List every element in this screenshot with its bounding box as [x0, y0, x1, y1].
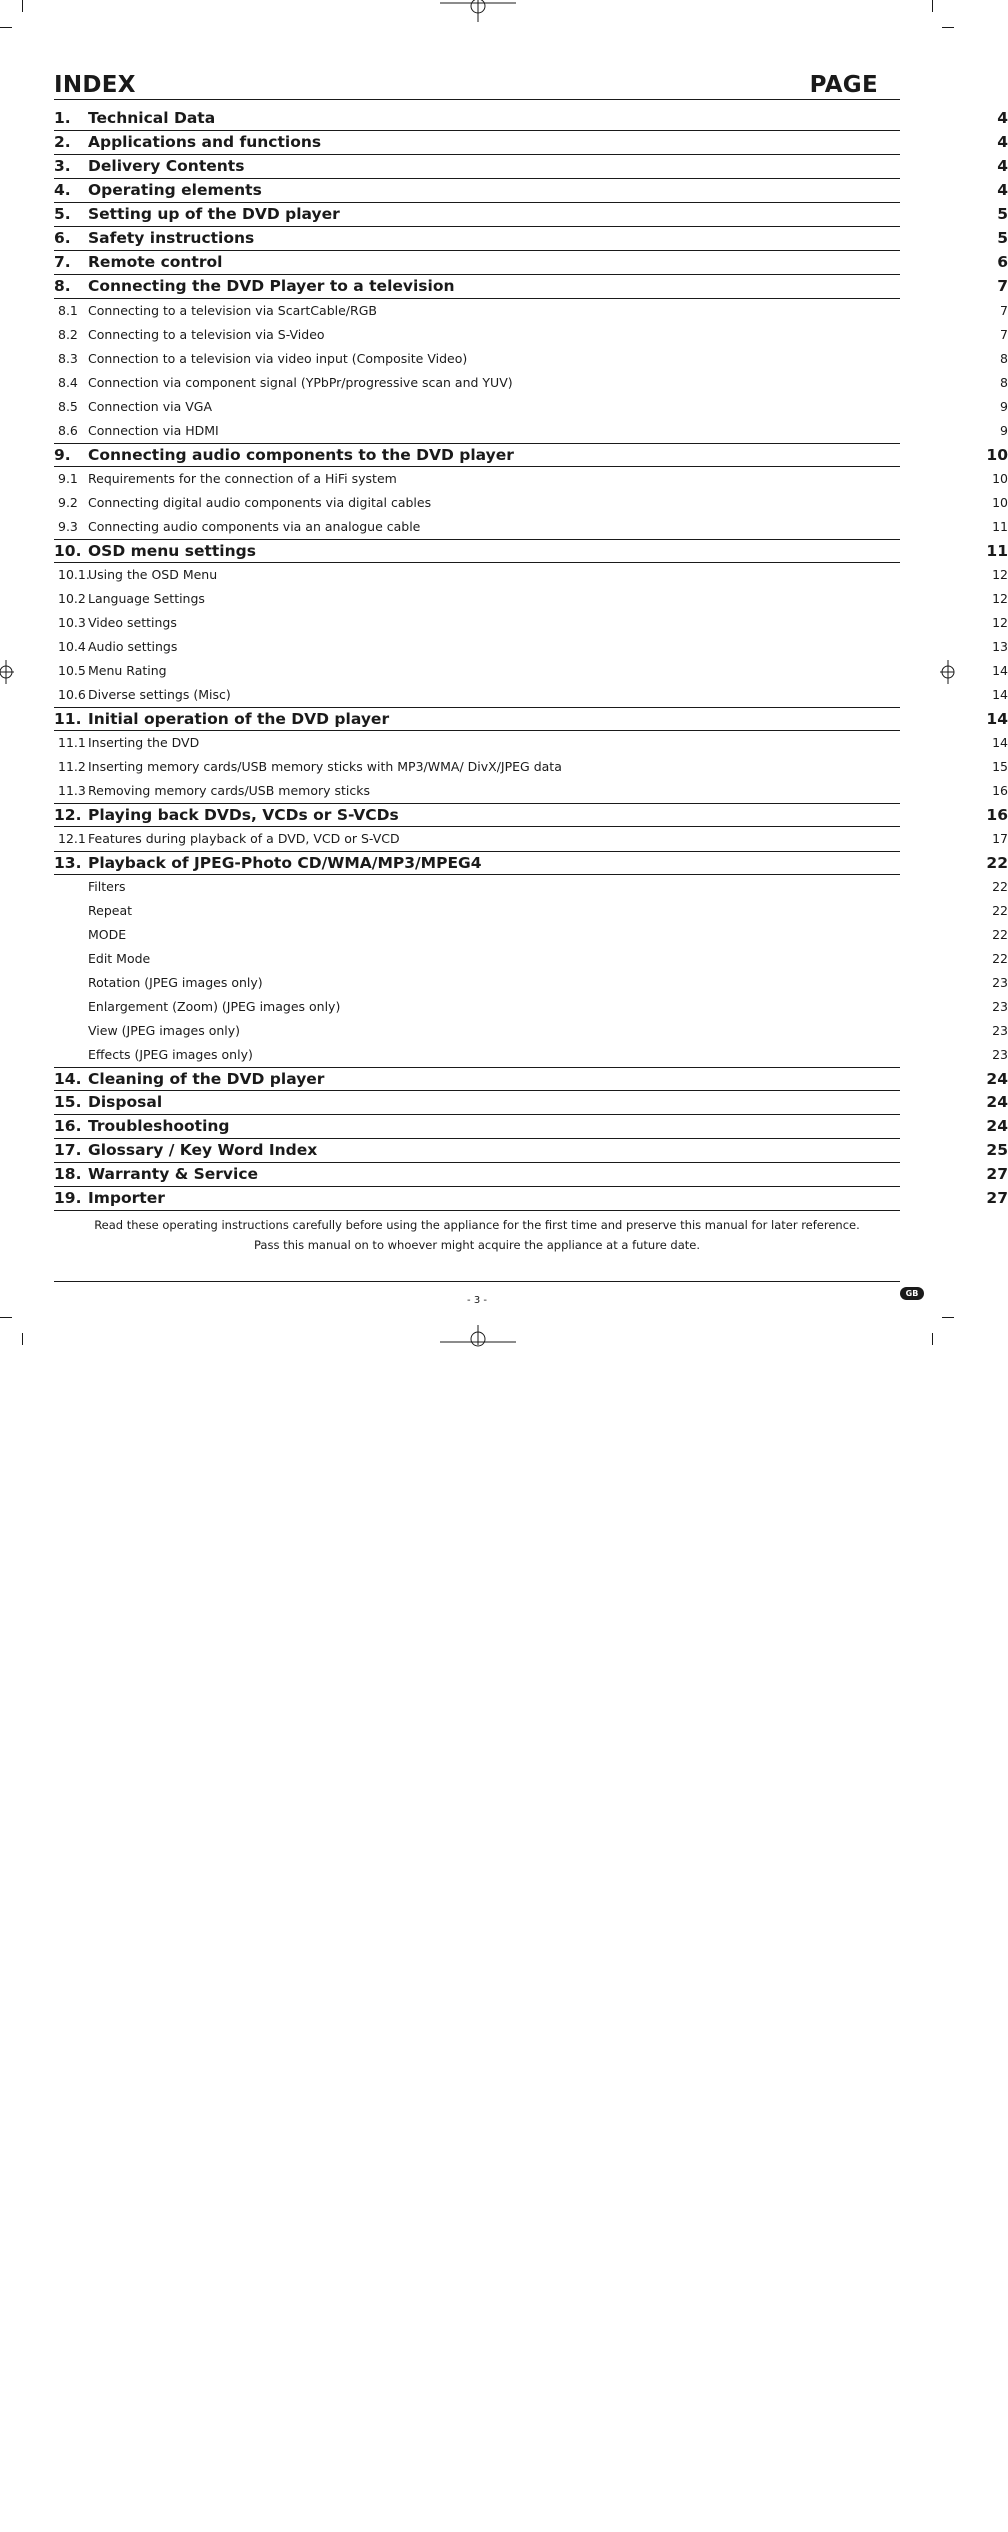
- toc-subsection-row: [54, 1043, 1008, 1067]
- toc-section-row: [54, 443, 1008, 467]
- toc-num: 11.2: [58, 759, 86, 774]
- toc-num: 10.: [54, 542, 82, 560]
- toc-page: 8: [1000, 375, 1008, 390]
- toc-page: 23: [992, 975, 1008, 990]
- toc-subsection-row: [54, 971, 1008, 995]
- toc-title: Diverse settings (Misc): [88, 687, 231, 702]
- toc-page: 12: [992, 615, 1008, 630]
- toc-num: 11.1: [58, 735, 86, 750]
- toc-page: 9: [1000, 423, 1008, 438]
- toc-title: Disposal: [88, 1093, 163, 1111]
- toc-subsection-row: [54, 899, 1008, 923]
- toc-section-row: [54, 539, 1008, 563]
- toc-page: 27: [986, 1189, 1008, 1207]
- registration-mark-top: [440, 0, 516, 22]
- toc-page: 16: [992, 783, 1008, 798]
- toc-subsection-row: [54, 779, 1008, 803]
- toc-subsection-row: [54, 947, 1008, 971]
- toc-num: 10.2: [58, 591, 86, 606]
- toc-num: 10.5: [58, 663, 86, 678]
- toc-page: 16: [986, 806, 1008, 824]
- toc-page: 12: [992, 567, 1008, 582]
- toc-page: 14: [986, 710, 1008, 728]
- page-number: - 3 -: [467, 1295, 487, 1306]
- toc-title: Inserting memory cards/USB memory sticks with MP3/WMA/ DivX/JPEG data: [88, 759, 562, 774]
- toc-num: 12.1: [58, 831, 86, 846]
- toc-num: 8.: [54, 277, 71, 295]
- toc-section-row: [54, 1091, 1008, 1115]
- registration-mark-right: [940, 660, 954, 684]
- toc-num: 11.3: [58, 783, 86, 798]
- toc-subsection-row: [54, 515, 1008, 539]
- toc-title: Connection to a television via video input (Composite Video): [88, 351, 468, 366]
- toc-num: 8.5: [58, 399, 78, 414]
- toc-page: 10: [992, 495, 1008, 510]
- toc-title: MODE: [88, 927, 127, 942]
- toc-page: 8: [1000, 351, 1008, 366]
- toc-title: Audio settings: [88, 639, 178, 654]
- toc-page: 13: [992, 639, 1008, 654]
- toc-subsection-row: [54, 1019, 1008, 1043]
- toc-title: Edit Mode: [88, 951, 151, 966]
- instruction-note-line-2: Pass this manual on to whoever might acquire the appliance at a future date.: [253, 1238, 701, 1252]
- toc-page: 23: [992, 1023, 1008, 1038]
- toc-title: Delivery Contents: [88, 157, 245, 175]
- index-heading: INDEX: [54, 72, 136, 98]
- toc-subsection-row: [54, 923, 1008, 947]
- toc-page: 22: [992, 903, 1008, 918]
- toc-title: Connecting to a television via ScartCable/RGB: [88, 303, 377, 318]
- toc-page: 9: [1000, 399, 1008, 414]
- toc-subsection-row: [54, 875, 1008, 899]
- toc-subsection-row: [54, 995, 1008, 1019]
- toc-title: Video settings: [88, 615, 177, 630]
- toc-num: 8.1: [58, 303, 78, 318]
- toc-title: Removing memory cards/USB memory sticks: [88, 783, 370, 798]
- toc-title: Language Settings: [88, 591, 205, 606]
- toc-page: 22: [992, 951, 1008, 966]
- toc-subsection-row: [54, 563, 1008, 587]
- toc-num: 3.: [54, 157, 71, 175]
- crop-mark-top-right-h: [942, 27, 954, 28]
- toc-page: 10: [992, 471, 1008, 486]
- toc-num: 9.2: [58, 495, 78, 510]
- toc-subsection-row: [54, 635, 1008, 659]
- toc-subsection-row: [54, 659, 1008, 683]
- toc-page: 12: [992, 591, 1008, 606]
- toc-title: Connecting the DVD Player to a television: [88, 277, 455, 295]
- toc-title: Playing back DVDs, VCDs or S-VCDs: [88, 806, 399, 824]
- toc-num: 12.: [54, 806, 82, 824]
- toc-title: Troubleshooting: [88, 1117, 230, 1135]
- toc-title: Rotation (JPEG images only): [88, 975, 263, 990]
- toc-subsection-row: [54, 827, 1008, 851]
- toc-title: Importer: [88, 1189, 165, 1207]
- toc-page: 24: [986, 1070, 1008, 1088]
- toc-num: 8.2: [58, 327, 78, 342]
- toc-num: 1.: [54, 109, 71, 127]
- header-rule: [54, 99, 900, 100]
- toc-page: 22: [992, 879, 1008, 894]
- toc-num: 4.: [54, 181, 71, 199]
- toc-section-row: [54, 203, 1008, 227]
- toc-section-row: [54, 107, 1008, 131]
- toc-page: 4: [997, 109, 1008, 127]
- crop-mark-bottom-left-v: [22, 1333, 23, 1345]
- toc-section-row: [54, 1067, 1008, 1091]
- toc-title: Connecting audio components via an analogue cable: [88, 519, 421, 534]
- toc-title: Connection via HDMI: [88, 423, 219, 438]
- registration-mark-bottom: [440, 1325, 516, 1345]
- crop-mark-bottom-right-h: [942, 1317, 954, 1318]
- toc-page: 27: [986, 1165, 1008, 1183]
- toc-page: 7: [997, 277, 1008, 295]
- toc-title: Glossary / Key Word Index: [88, 1141, 318, 1159]
- toc-page: 5: [997, 205, 1008, 223]
- toc-title: Warranty & Service: [88, 1165, 259, 1183]
- toc-title: Connecting audio components to the DVD player: [88, 446, 514, 464]
- toc-subsection-row: [54, 419, 1008, 443]
- toc-section-row: [54, 275, 1008, 299]
- toc-section-row: [54, 1163, 1008, 1187]
- toc-page: 17: [992, 831, 1008, 846]
- toc-num: 15.: [54, 1093, 82, 1111]
- index-header: [54, 72, 878, 100]
- toc-page: 22: [992, 927, 1008, 942]
- toc-num: 10.6: [58, 687, 86, 702]
- toc-page: 6: [997, 253, 1008, 271]
- toc-section-row: [54, 1187, 1008, 1211]
- toc-subsection-row: [54, 611, 1008, 635]
- toc-num: 19.: [54, 1189, 82, 1207]
- toc-page: 14: [992, 663, 1008, 678]
- toc-title: Playback of JPEG-Photo CD/WMA/MP3/MPEG4: [88, 854, 482, 872]
- toc-title: Remote control: [88, 253, 223, 271]
- crop-mark-bottom-left-h: [0, 1317, 12, 1318]
- toc-title: Operating elements: [88, 181, 262, 199]
- toc-num: 14.: [54, 1070, 82, 1088]
- toc-num: 5.: [54, 205, 71, 223]
- toc-title: Requirements for the connection of a HiFi system: [88, 471, 397, 486]
- toc-num: 10.3: [58, 615, 86, 630]
- toc-page: 5: [997, 229, 1008, 247]
- toc-num: 7.: [54, 253, 71, 271]
- toc-num: 8.4: [58, 375, 78, 390]
- toc-title: Repeat: [88, 903, 133, 918]
- toc-title: Using the OSD Menu: [88, 567, 218, 582]
- toc-subsection-row: [54, 371, 1008, 395]
- toc-num: 11.: [54, 710, 82, 728]
- instruction-note-line-1: Read these operating instructions carefully before using the appliance for the first time and preserve this manual for later reference.: [94, 1218, 860, 1232]
- toc-num: 8.6: [58, 423, 78, 438]
- toc-page: 11: [986, 542, 1008, 560]
- toc-page: 11: [992, 519, 1008, 534]
- toc-subsection-row: [54, 299, 1008, 323]
- toc-title: Inserting the DVD: [88, 735, 200, 750]
- toc-section-row: [54, 851, 1008, 875]
- crop-mark-bottom-right-v: [932, 1333, 933, 1345]
- toc-subsection-row: [54, 755, 1008, 779]
- toc-section-row: [54, 803, 1008, 827]
- toc-subsection-row: [54, 587, 1008, 611]
- crop-mark-top-right-v: [932, 0, 933, 12]
- toc-num: 13.: [54, 854, 82, 872]
- toc-num: 2.: [54, 133, 71, 151]
- toc-num: 8.3: [58, 351, 78, 366]
- toc-page: 14: [992, 687, 1008, 702]
- toc-title: View (JPEG images only): [88, 1023, 241, 1038]
- toc-page: 24: [986, 1093, 1008, 1111]
- toc-subsection-row: [54, 347, 1008, 371]
- toc-page: 7: [1000, 303, 1008, 318]
- country-badge: GB: [900, 1287, 924, 1300]
- toc-subsection-row: [54, 467, 1008, 491]
- toc-title: Menu Rating: [88, 663, 167, 678]
- toc-title: Technical Data: [88, 109, 216, 127]
- toc-title: Connecting to a television via S-Video: [88, 327, 325, 342]
- toc-title: Cleaning of the DVD player: [88, 1070, 325, 1088]
- crop-mark-top-left-h: [0, 27, 12, 28]
- toc-title: Applications and functions: [88, 133, 322, 151]
- toc-section-row: [54, 251, 1008, 275]
- toc-page: 10: [986, 446, 1008, 464]
- registration-mark-left: [0, 660, 14, 684]
- toc-subsection-row: [54, 491, 1008, 515]
- toc-page: 23: [992, 999, 1008, 1014]
- toc-page: 4: [997, 181, 1008, 199]
- toc-title: Filters: [88, 879, 126, 894]
- toc-section-row: [54, 1115, 1008, 1139]
- toc-page: 22: [986, 854, 1008, 872]
- toc-title: Features during playback of a DVD, VCD or S-VCD: [88, 831, 400, 846]
- toc-section-row: [54, 227, 1008, 251]
- toc-section-row: [54, 707, 1008, 731]
- toc-subsection-row: [54, 683, 1008, 707]
- toc-title: Connection via VGA: [88, 399, 212, 414]
- toc-section-row: [54, 155, 1008, 179]
- toc-page: 4: [997, 133, 1008, 151]
- toc-title: Enlargement (Zoom) (JPEG images only): [88, 999, 341, 1014]
- toc-num: 9.3: [58, 519, 78, 534]
- toc-num: 9.1: [58, 471, 78, 486]
- toc-title: OSD menu settings: [88, 542, 256, 560]
- toc-title: Initial operation of the DVD player: [88, 710, 390, 728]
- toc-subsection-row: [54, 323, 1008, 347]
- toc-title: Connection via component signal (YPbPr/progressive scan and YUV): [88, 375, 513, 390]
- toc-page: 24: [986, 1117, 1008, 1135]
- toc-num: 17.: [54, 1141, 82, 1159]
- toc-page: 14: [992, 735, 1008, 750]
- footer-rule: [54, 1281, 900, 1282]
- toc-page: 4: [997, 157, 1008, 175]
- toc-num: 10.1.: [58, 567, 90, 582]
- toc-section-row: [54, 1139, 1008, 1163]
- toc-title: Effects (JPEG images only): [88, 1047, 253, 1062]
- toc-subsection-row: [54, 395, 1008, 419]
- toc-title: Safety instructions: [88, 229, 255, 247]
- toc-title: Connecting digital audio components via digital cables: [88, 495, 432, 510]
- crop-mark-top-left-v: [22, 0, 23, 12]
- toc-page: 25: [986, 1141, 1008, 1159]
- toc-section-row: [54, 131, 1008, 155]
- toc-num: 10.4: [58, 639, 86, 654]
- toc-page: 15: [992, 759, 1008, 774]
- toc-num: 18.: [54, 1165, 82, 1183]
- toc-page: 23: [992, 1047, 1008, 1062]
- toc-num: 6.: [54, 229, 71, 247]
- toc-num: 16.: [54, 1117, 82, 1135]
- table-of-contents: [54, 107, 1008, 1211]
- page-heading: PAGE: [809, 72, 878, 98]
- toc-section-row: [54, 179, 1008, 203]
- toc-num: 9.: [54, 446, 71, 464]
- toc-title: Setting up of the DVD player: [88, 205, 340, 223]
- toc-subsection-row: [54, 731, 1008, 755]
- toc-page: 7: [1000, 327, 1008, 342]
